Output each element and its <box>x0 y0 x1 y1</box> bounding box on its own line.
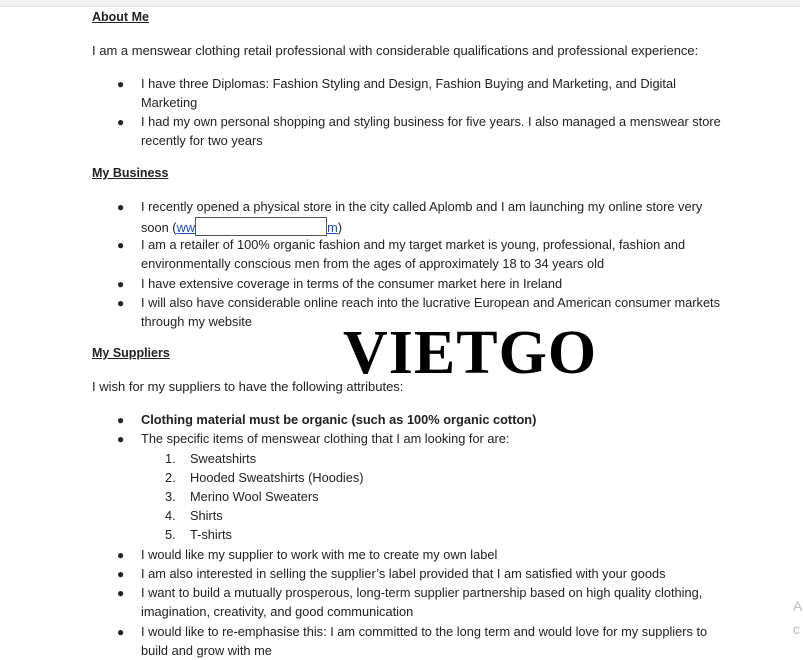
edge-glyph: A <box>793 598 803 614</box>
about-heading: About Me <box>92 10 149 24</box>
item-shirts: Shirts <box>190 508 223 523</box>
item-hoodies: Hooded Sweatshirts (Hoodies) <box>190 470 364 485</box>
bullet-icon: ● <box>117 432 125 446</box>
item-number: 3. <box>165 489 176 504</box>
store-link[interactable] <box>177 220 338 235</box>
redacted-box <box>195 217 327 236</box>
suppliers-bullet-partnership: I want to build a mutually prosperous, long-term supplier partnership based on high quality clothing, imagination, creativity, and good communication <box>141 585 703 619</box>
store-link-start: ww <box>176 219 196 235</box>
business-bullet-2: I am a retailer of 100% organic fashion and my target market is young, professional, fashion and environmentally conscious men from the ages of approximately 18 to 34 years old <box>141 237 686 271</box>
bullet-icon: ● <box>117 413 125 427</box>
item-tshirts: T-shirts <box>190 527 232 542</box>
about-intro: I am a menswear clothing retail professional with considerable qualifications and professional experience: <box>92 43 699 58</box>
bullet-icon: ● <box>117 77 125 91</box>
about-bullet-2: I had my own personal shopping and styling business for five years. I also managed a menswear store recently for two years <box>141 114 721 148</box>
bullet-icon: ● <box>117 238 125 252</box>
item-merino-sweaters: Merino Wool Sweaters <box>190 489 319 504</box>
business-bullet-4: I will also have considerable online reach into the lucrative European and American consumer markets through my website <box>141 295 721 329</box>
business-heading: My Business <box>92 166 169 180</box>
bullet-icon: ● <box>117 548 125 562</box>
bullet-icon: ● <box>117 200 125 214</box>
suppliers-bullet-commitment: I would like to re-emphasise this: I am committed to the long term and would love for my suppliers to build and grow with me <box>141 624 708 658</box>
suppliers-bullet-organic: Clothing material must be organic (such as 100% organic cotton) <box>141 412 537 427</box>
bullet-icon: ● <box>117 296 125 310</box>
bullet-icon: ● <box>117 586 125 600</box>
item-number: 1. <box>165 451 176 466</box>
suppliers-heading: My Suppliers <box>92 346 170 360</box>
item-number: 2. <box>165 470 176 485</box>
business-bullet-1-close: ) <box>337 219 342 235</box>
item-number: 4. <box>165 508 176 523</box>
about-bullet-1: I have three Diplomas: Fashion Styling and Design, Fashion Buying and Marketing, and Digital Marketing <box>141 76 676 110</box>
bullet-icon: ● <box>117 277 125 291</box>
suppliers-bullet-supplier-label: I am also interested in selling the supplier’s label provided that I am satisfied with your goods <box>141 566 666 581</box>
bullet-icon: ● <box>117 625 125 639</box>
business-bullet-3: I have extensive coverage in terms of the consumer market here in Ireland <box>141 276 563 291</box>
suppliers-intro: I wish for my suppliers to have the following attributes: <box>92 379 404 394</box>
store-link-end: m <box>327 219 338 235</box>
vietgo-watermark: VIETGO <box>343 319 598 387</box>
item-sweatshirts: Sweatshirts <box>190 451 257 466</box>
edge-glyph: c <box>793 621 800 637</box>
business-bullet-1-text: I recently opened a physical store in the city called Aplomb and I am launching my online store very soon ( <box>141 199 703 235</box>
bullet-icon: ● <box>117 567 125 581</box>
business-bullet-1 <box>141 198 721 237</box>
suppliers-bullet-label: I would like my supplier to work with me to create my own label <box>141 547 498 562</box>
suppliers-bullet-items: The specific items of menswear clothing that I am looking for are: <box>141 431 510 446</box>
bullet-icon: ● <box>117 115 125 129</box>
item-number: 5. <box>165 527 176 542</box>
